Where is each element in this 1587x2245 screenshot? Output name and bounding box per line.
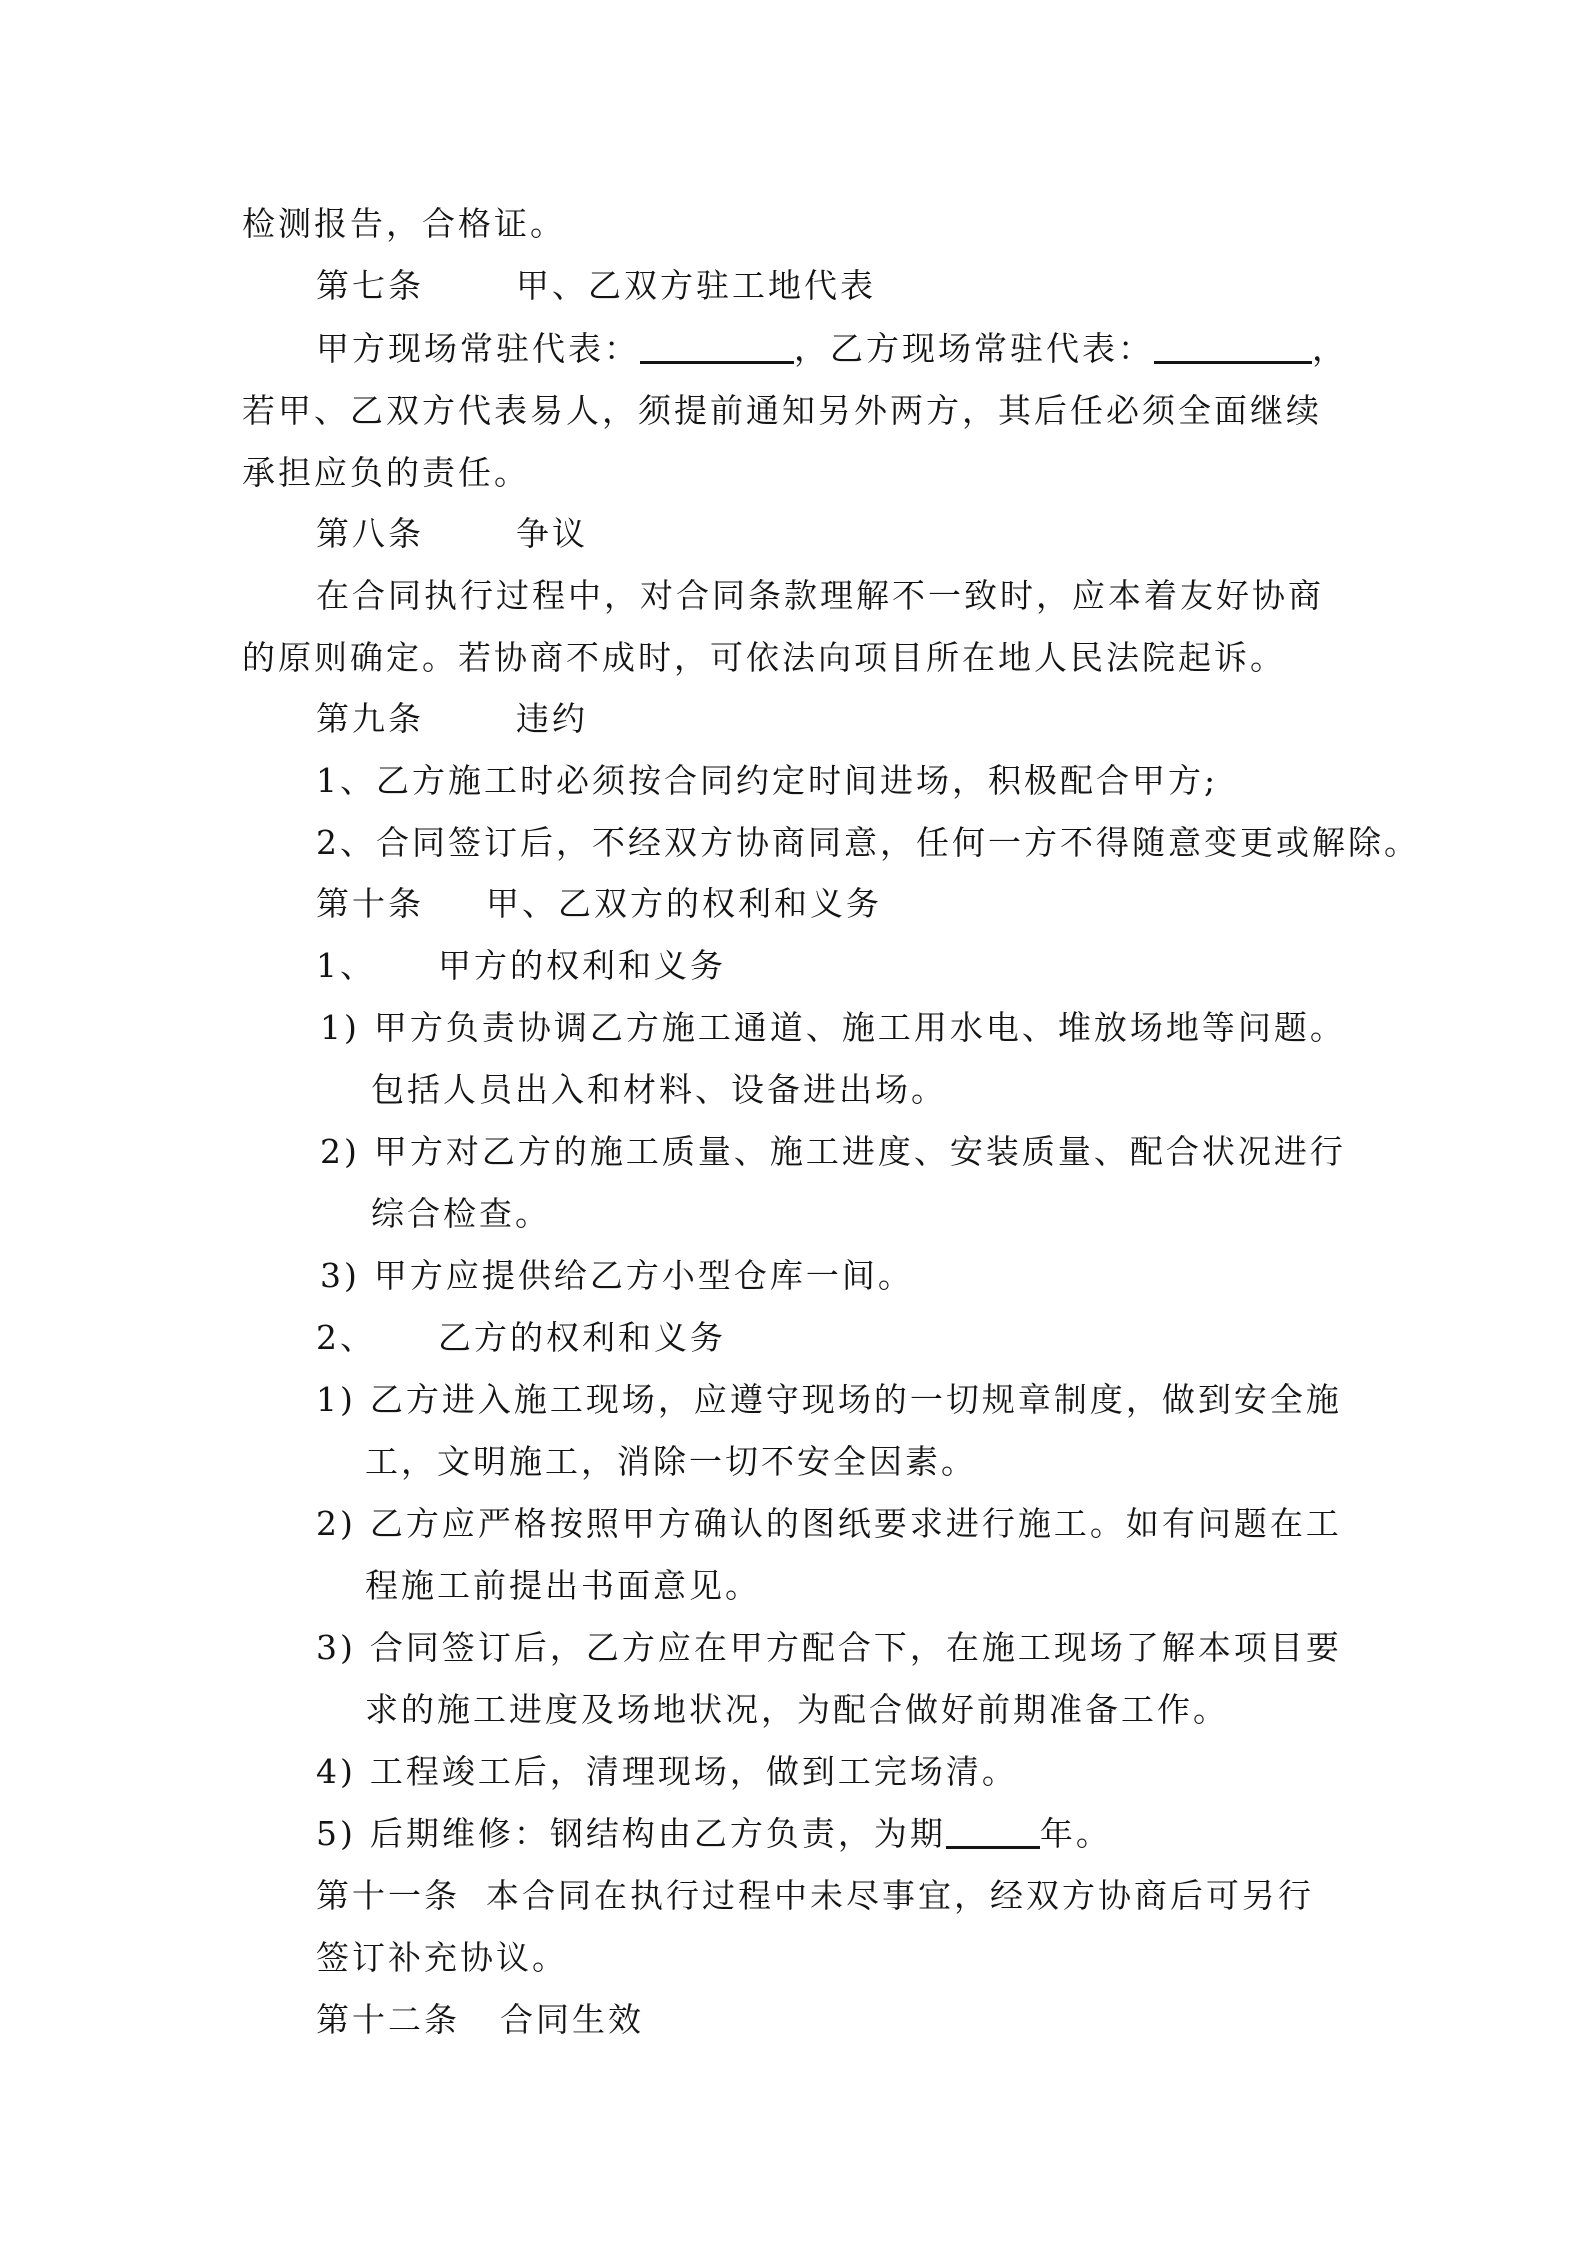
section-2-item-1-line-2: 工，文明施工，消除一切不安全因素。 (365, 1442, 977, 1481)
maintenance-years-blank (946, 1816, 1040, 1849)
article-12-heading: 第十二条 合同生效 (316, 2000, 644, 2039)
section-2-item-1-line-1: 1) 乙方进入施工现场，应遵守现场的一切规章制度，做到安全施 (316, 1380, 1342, 1419)
section-1-item-2-line-2: 综合检查。 (371, 1194, 551, 1233)
article-8-line-1: 在合同执行过程中，对合同条款理解不一致时，应本着友好协商 (316, 576, 1324, 615)
article-7-line-3: 承担应负的责任。 (242, 453, 530, 492)
section-2-item-2-line-2: 程施工前提出书面意见。 (365, 1566, 761, 1605)
section-2-item-2-line-1: 2) 乙方应严格按照甲方确认的图纸要求进行施工。如有问题在工 (316, 1504, 1342, 1543)
article-11-line-1: 第十一条 本合同在执行过程中未尽事宜，经双方协商后可另行 (316, 1876, 1314, 1915)
section-2-item-3-line-1: 3) 合同签订后，乙方应在甲方配合下，在施工现场了解本项目要 (316, 1628, 1342, 1667)
article-10-heading: 第十条 甲、乙双方的权利和义务 (316, 884, 882, 923)
section-2-item-4: 4) 工程竣工后，清理现场，做到工完场清。 (316, 1752, 1018, 1791)
article-7-heading: 第七条 甲、乙双方驻工地代表 (316, 266, 876, 305)
section-2-heading: 2、 乙方的权利和义务 (316, 1318, 726, 1357)
party-a-representative-blank (640, 331, 794, 364)
section-1-item-1-line-1: 1) 甲方负责协调乙方施工通道、施工用水电、堆放场地等问题。 (320, 1008, 1346, 1047)
section-2-item-5: 5) 后期维修：钢结构由乙方负责，为期 年。 (316, 1814, 1112, 1853)
section-1-heading: 1、 甲方的权利和义务 (316, 946, 726, 985)
article-8-line-2: 的原则确定。若协商不成时，可依法向项目所在地人民法院起诉。 (242, 638, 1286, 677)
article-11-line-2: 签订补充协议。 (316, 1938, 568, 1977)
article-7-line-2: 若甲、乙双方代表易人，须提前通知另外两方，其后任必须全面继续 (242, 391, 1322, 430)
paragraph-continuation: 检测报告，合格证。 (242, 204, 566, 243)
party-b-representative-blank (1154, 331, 1312, 364)
article-8-heading: 第八条 争议 (316, 514, 588, 553)
section-2-item-3-line-2: 求的施工进度及场地状况，为配合做好前期准备工作。 (365, 1690, 1229, 1729)
article-9-item-2: 2、合同签订后，不经双方协商同意，任何一方不得随意变更或解除。 (316, 823, 1420, 862)
section-1-item-3: 3) 甲方应提供给乙方小型仓库一间。 (320, 1256, 914, 1295)
article-7-line-1: 甲方现场常驻代表： ，乙方现场常驻代表： ， (316, 329, 1348, 368)
section-1-item-1-line-2: 包括人员出入和材料、设备进出场。 (371, 1070, 947, 1109)
section-1-item-2-line-1: 2) 甲方对乙方的施工质量、施工进度、安装质量、配合状况进行 (320, 1132, 1346, 1171)
article-9-heading: 第九条 违约 (316, 699, 588, 738)
article-9-item-1: 1、乙方施工时必须按合同约定时间进场，积极配合甲方; (316, 761, 1219, 800)
